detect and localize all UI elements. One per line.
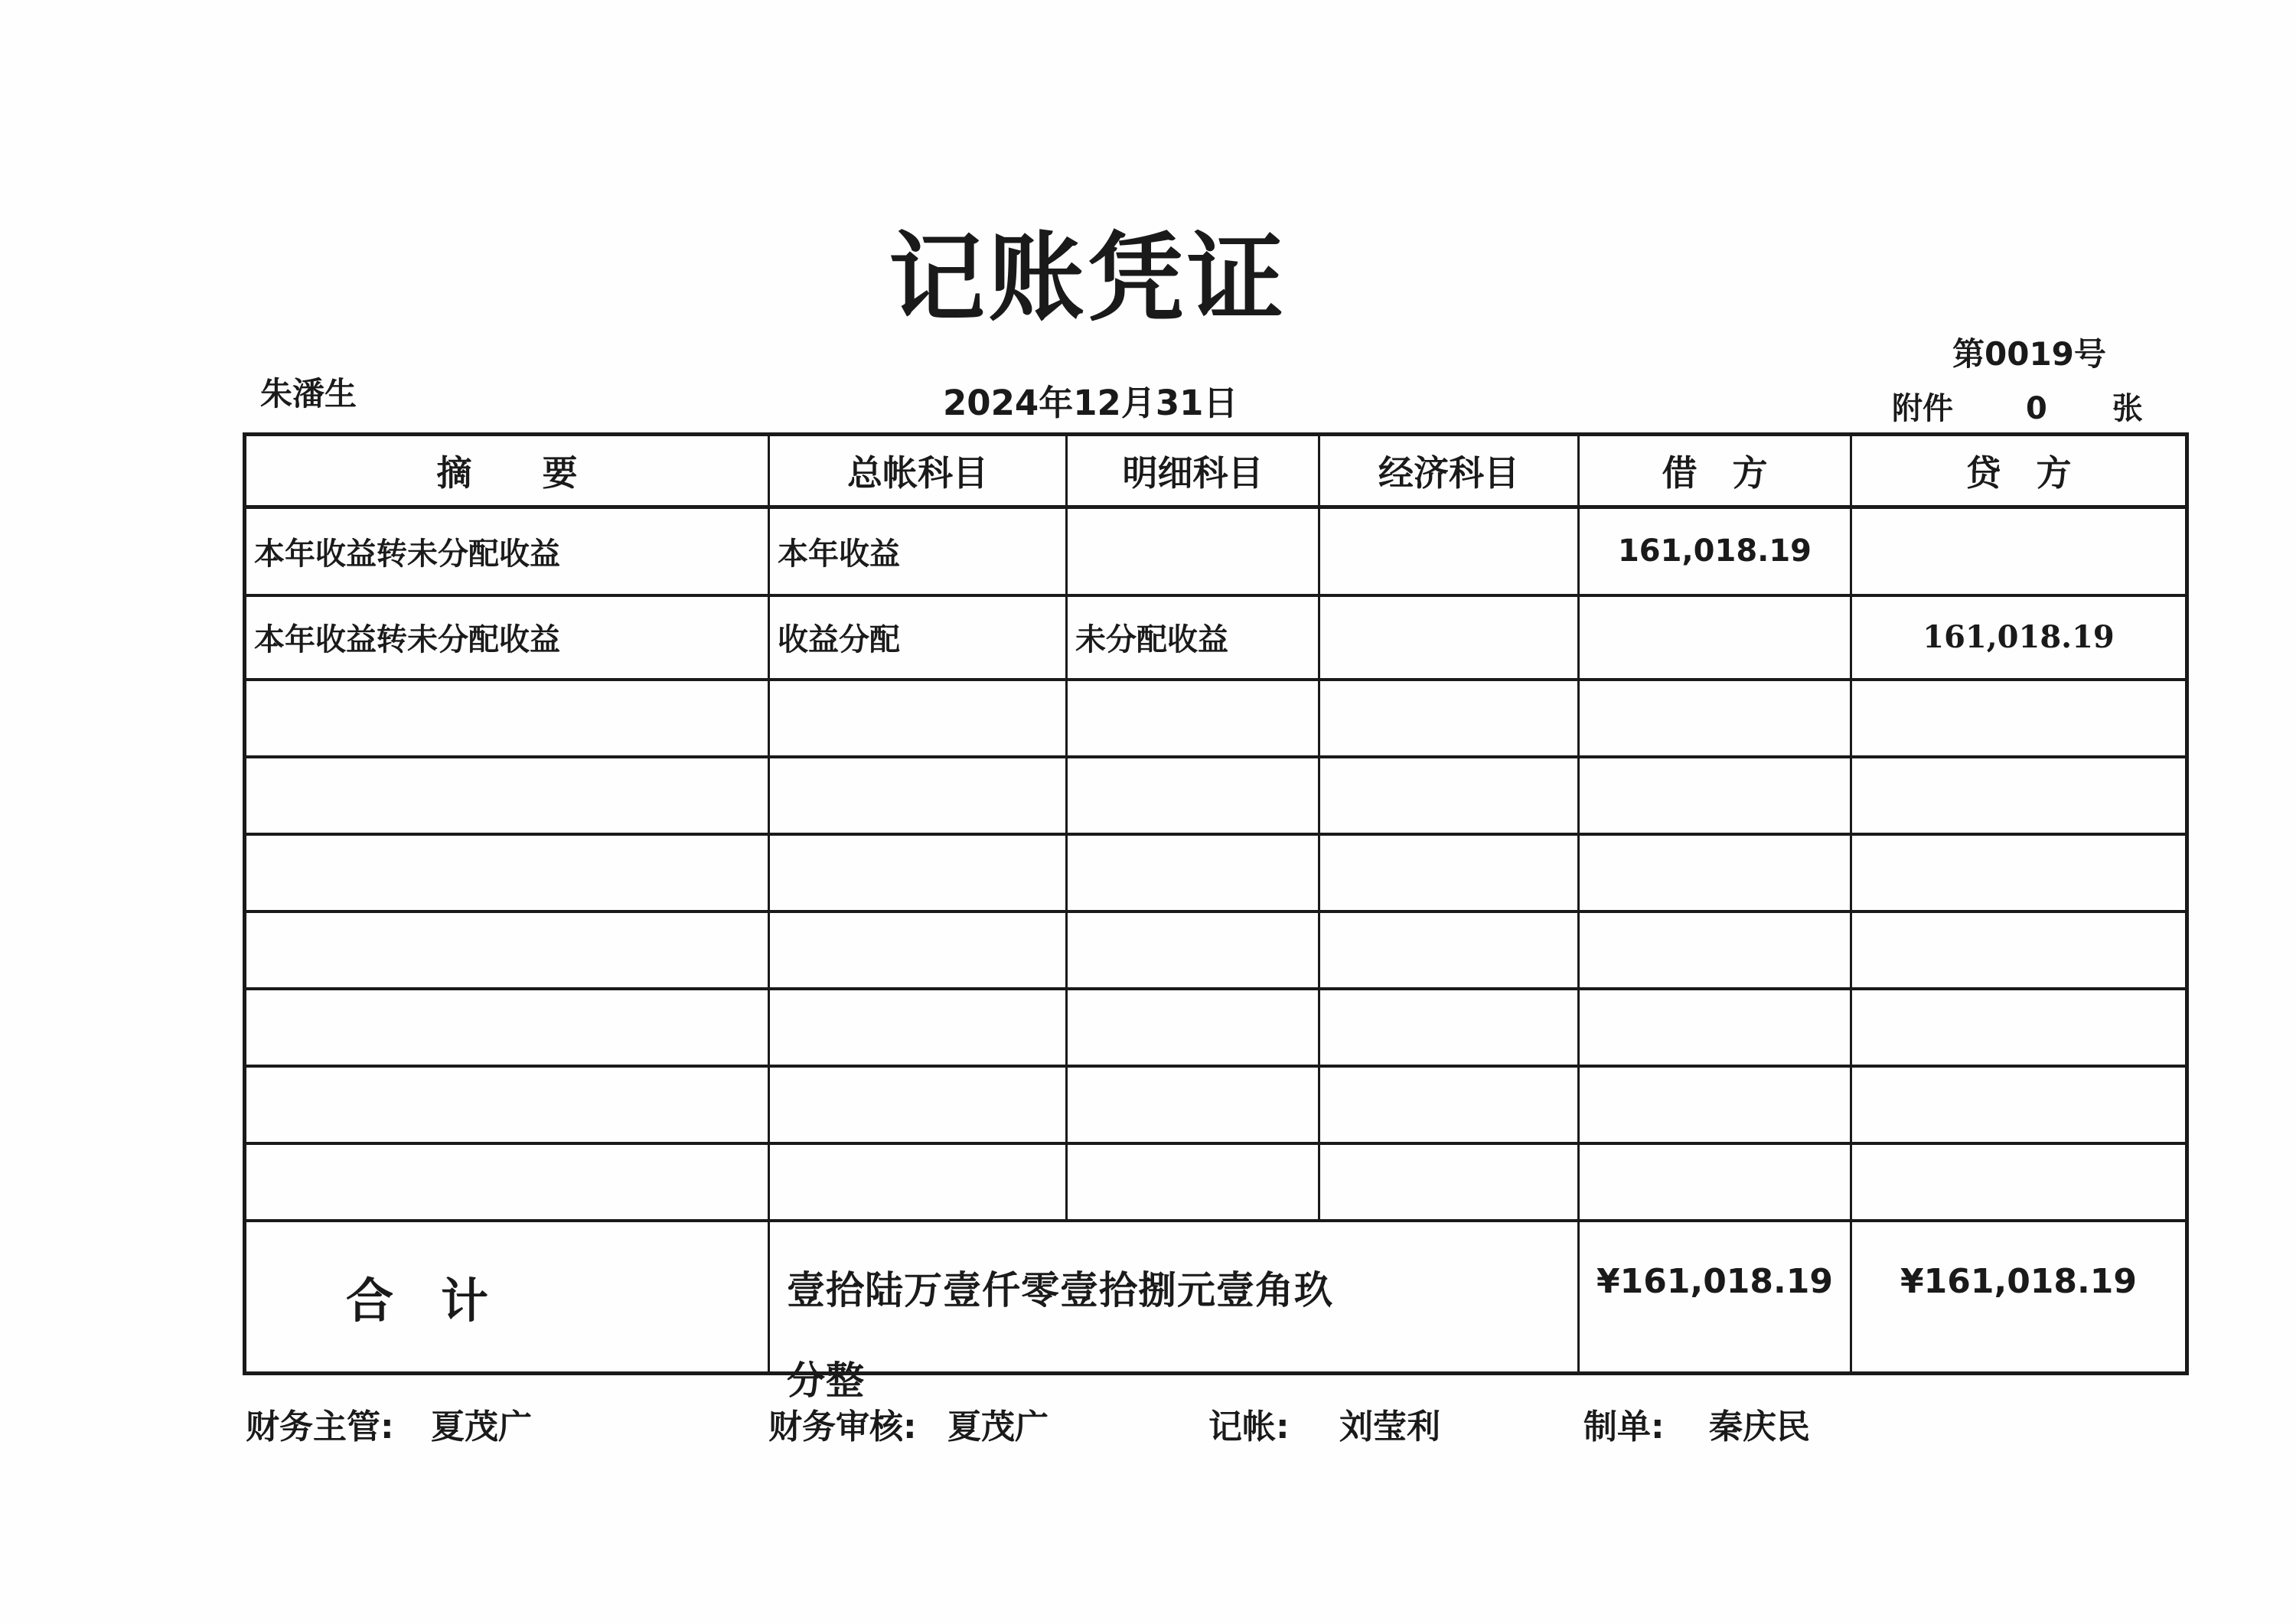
table-row	[245, 507, 2187, 595]
cell-empty	[769, 911, 1067, 989]
table-row-empty	[245, 680, 2187, 757]
cell-ledger: 收益分配	[769, 595, 1067, 680]
table-row-empty	[245, 834, 2187, 911]
column-header-detail: 明细科目	[1067, 435, 1319, 507]
cell-economic	[1319, 595, 1579, 680]
attachment-label: 附件	[1892, 391, 1953, 426]
table-row-empty	[245, 1143, 2187, 1221]
cell-empty	[769, 1143, 1067, 1221]
cell-credit: 161,018.19	[1851, 595, 2187, 680]
cell-empty	[1319, 757, 1579, 834]
total-amount-in-words: 壹拾陆万壹仟零壹拾捌元壹角玖分整	[787, 1267, 1333, 1403]
cell-empty	[1851, 834, 2187, 911]
cell-empty	[245, 757, 769, 834]
cell-empty	[1579, 1066, 1851, 1143]
cell-empty	[1851, 1066, 2187, 1143]
voucher-date: 2024年12月31日	[943, 383, 1238, 423]
cell-empty	[1319, 680, 1579, 757]
cell-empty	[769, 989, 1067, 1066]
page-title: 记账凭证	[889, 221, 1287, 334]
total-debit: ¥161,018.19	[1579, 1221, 1851, 1374]
voucher-number: 第0019号	[1952, 335, 2106, 373]
finance-supervisor-name: 夏茂广	[431, 1407, 532, 1446]
cell-empty	[1579, 834, 1851, 911]
table-row-empty	[245, 989, 2187, 1066]
cell-empty	[1067, 911, 1319, 989]
cell-empty	[245, 911, 769, 989]
cell-detail: 未分配收益	[1067, 595, 1319, 680]
column-header-economic: 经济科目	[1319, 435, 1579, 507]
cell-summary: 本年收益转未分配收益	[245, 595, 769, 680]
finance-auditor-name: 夏茂广	[947, 1407, 1049, 1446]
cell-debit: 161,018.19	[1579, 507, 1851, 595]
cell-ledger: 本年收益	[769, 507, 1067, 595]
attachment-unit: 张	[2112, 391, 2143, 426]
cell-empty	[769, 757, 1067, 834]
cell-empty	[245, 1143, 769, 1221]
voucher-maker-label: 制单:	[1583, 1407, 1665, 1446]
cell-empty	[1579, 989, 1851, 1066]
column-header-debit: 借 方	[1579, 435, 1851, 507]
cell-empty	[1579, 911, 1851, 989]
finance-supervisor-label: 财务主管:	[246, 1407, 394, 1446]
table-row-empty	[245, 911, 2187, 989]
cell-empty	[1851, 989, 2187, 1066]
cell-economic	[1319, 507, 1579, 595]
cell-credit	[1851, 507, 2187, 595]
cell-empty	[1067, 989, 1319, 1066]
cell-empty	[1067, 1066, 1319, 1143]
cell-empty	[769, 680, 1067, 757]
table-row-empty	[245, 1066, 2187, 1143]
cell-empty	[1851, 911, 2187, 989]
column-header-credit: 贷 方	[1851, 435, 2187, 507]
cell-detail	[1067, 507, 1319, 595]
cell-empty	[1319, 1143, 1579, 1221]
cell-debit	[1579, 595, 1851, 680]
finance-auditor-label: 财务审核:	[768, 1407, 917, 1446]
cell-empty	[1579, 1143, 1851, 1221]
cell-empty	[769, 834, 1067, 911]
cell-empty	[1319, 911, 1579, 989]
cell-empty	[1067, 757, 1319, 834]
cell-empty	[1319, 989, 1579, 1066]
cell-empty	[245, 989, 769, 1066]
total-row	[245, 1221, 2187, 1374]
header-row	[245, 435, 2187, 507]
cell-empty	[1067, 1143, 1319, 1221]
total-amount-in-words-cell	[769, 1221, 1579, 1403]
total-label: 合 计	[245, 1221, 769, 1374]
cell-empty	[1579, 680, 1851, 757]
cell-empty	[1067, 834, 1319, 911]
cell-empty	[245, 834, 769, 911]
cell-empty	[1319, 834, 1579, 911]
table-row	[245, 595, 2187, 680]
voucher-table	[243, 432, 2189, 1403]
total-credit: ¥161,018.19	[1851, 1221, 2187, 1374]
attachment-count: 0	[2026, 391, 2047, 426]
bookkeeper-name: 刘莹利	[1339, 1407, 1440, 1446]
table-row-empty	[245, 757, 2187, 834]
cell-empty	[1579, 757, 1851, 834]
preparer-name: 朱潘生	[260, 375, 357, 413]
voucher-maker-name: 秦庆民	[1709, 1407, 1810, 1446]
column-header-summary: 摘 要	[245, 435, 769, 507]
cell-summary: 本年收益转未分配收益	[245, 507, 769, 595]
cell-empty	[1851, 680, 2187, 757]
cell-empty	[1067, 680, 1319, 757]
bookkeeper-label: 记帐:	[1208, 1407, 1290, 1446]
attachment-info	[1892, 384, 2143, 428]
cell-empty	[1851, 757, 2187, 834]
column-header-ledger: 总帐科目	[769, 435, 1067, 507]
cell-empty	[245, 680, 769, 757]
cell-empty	[245, 1066, 769, 1143]
cell-empty	[769, 1066, 1067, 1143]
cell-empty	[1319, 1066, 1579, 1143]
cell-empty	[1851, 1143, 2187, 1221]
